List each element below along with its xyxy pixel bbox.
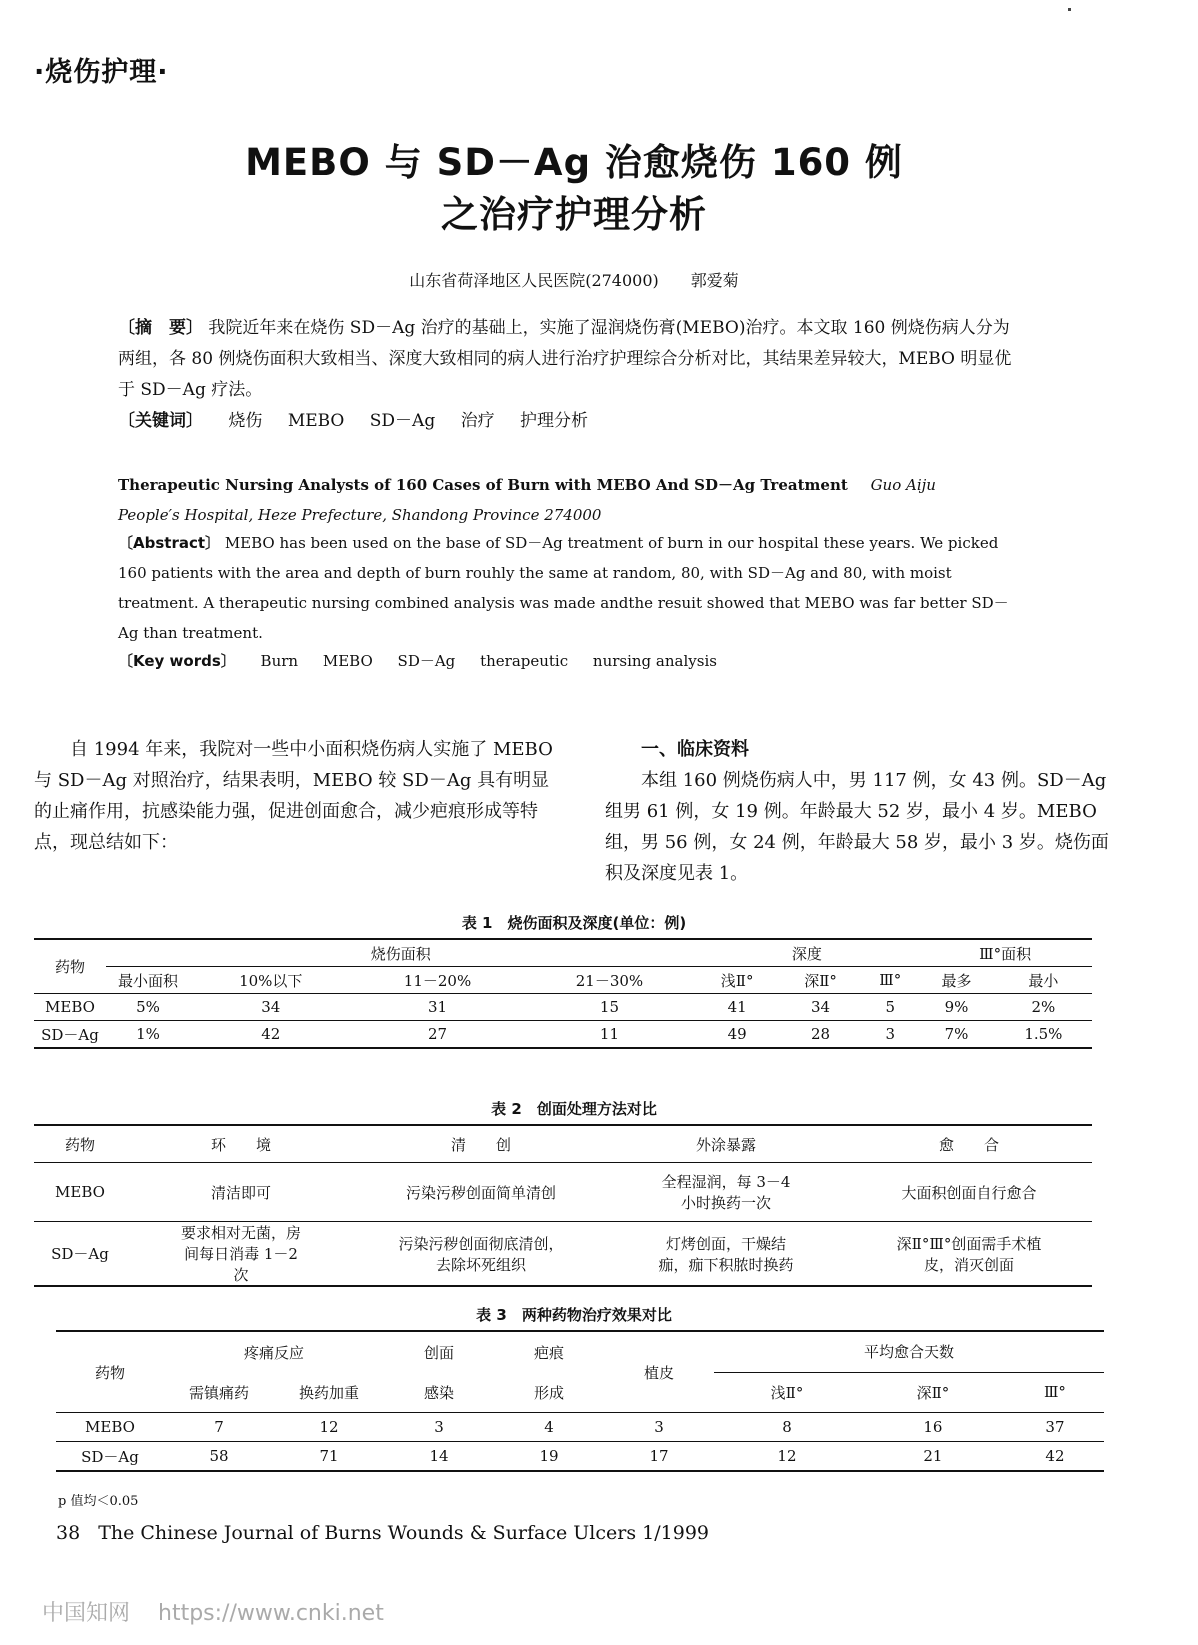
abstract-en-author: Guo Aiju: [870, 476, 936, 494]
table1-cell: 9%: [918, 994, 995, 1021]
table3-header-scar-top: 疤痕: [533, 1343, 564, 1362]
scan-mark: [1068, 8, 1071, 11]
table1-cell: 42: [261, 1025, 281, 1043]
table2-cell: 大面积创面自行愈合: [846, 1163, 1092, 1222]
table2-cell: 深Ⅱ°Ⅲ°创面需手术植皮，消灭创面: [896, 1234, 1042, 1274]
table-row: [34, 994, 1092, 1021]
table3-cell: 42: [1045, 1447, 1065, 1465]
table2-cell-drug: MEBO: [34, 1163, 126, 1222]
table2-header: 外涂暴露: [606, 1125, 846, 1163]
table2-cell: 要求相对无菌，房间每日消毒 1－2 次: [180, 1224, 301, 1284]
keyword-cn: 护理分析: [520, 411, 589, 431]
table2-cell: 全程湿润，每 3－4 小时换药一次: [606, 1163, 846, 1222]
table3-cell: 8: [714, 1413, 860, 1442]
table1-subheader: 浅Ⅱ°: [695, 967, 778, 994]
table1-group-depth: 深度: [695, 939, 918, 967]
keyword-en: SD－Ag: [397, 652, 456, 670]
table1-subheader: 最小面积: [106, 967, 190, 994]
table3-cell-drug: SD－Ag: [81, 1447, 139, 1466]
table1-group-area: 烧伤面积: [106, 939, 695, 967]
abstract-cn: [118, 313, 1020, 406]
table3-cell: 14: [429, 1447, 449, 1465]
table3-cell: 58: [209, 1447, 229, 1465]
table1-cell-drug: SD－Ag: [41, 1025, 99, 1044]
table3: [56, 1330, 1104, 1472]
section1-heading: 一、临床资料: [641, 739, 749, 760]
abstract-cn-label: 〔摘 要〕: [118, 318, 203, 338]
article-title-line1: MEBO 与 SD－Ag 治愈烧伤 160 例: [245, 141, 903, 184]
keyword-cn: SD－Ag: [369, 411, 436, 431]
journal-name: The Chinese Journal of Burns Wounds & Surface Ulcers 1/1999: [98, 1522, 709, 1544]
table1-cell: 1.5%: [1024, 1025, 1063, 1043]
section-tag: ·烧伤护理·: [34, 57, 169, 88]
table1-cell: 5: [862, 994, 918, 1021]
table1-cell: 1%: [136, 1025, 160, 1043]
table2-header: 清 创: [356, 1125, 606, 1163]
table3-cell: 4: [494, 1413, 604, 1442]
table3-group-days: 平均愈合天数: [714, 1331, 1104, 1372]
table1-cell: 31: [352, 994, 524, 1021]
watermark: [42, 1596, 412, 1627]
keyword-en: MEBO: [322, 652, 373, 670]
table1-cell: 34: [190, 994, 352, 1021]
table1-cell: 27: [427, 1025, 448, 1043]
table1-subheader: Ⅲ°: [862, 967, 918, 994]
keyword-cn: 烧伤: [228, 411, 263, 431]
table3-subheader: Ⅲ°: [1006, 1372, 1104, 1413]
body-intro: 自 1994 年来，我院对一些中小面积烧伤病人实施了 MEBO 与 SD－Ag 对照治疗，结果表明，MEBO 较 SD－Ag 具有明显的止痛作用，抗感染能力强，促进创面愈合，减少疤痕形成等特点，现总结如下：: [34, 739, 553, 853]
table3-cell: 12: [274, 1413, 384, 1442]
table1-header-drug: 药物: [54, 958, 85, 976]
table1-cell: 41: [695, 994, 778, 1021]
table3-cell: 19: [539, 1447, 559, 1465]
table1-cell: 3: [885, 1025, 896, 1043]
table1-subheader: 21－30%: [523, 967, 695, 994]
table3-cell: 17: [649, 1447, 669, 1465]
author-affiliation: 山东省荷泽地区人民医院(274000): [409, 271, 659, 290]
table3-header-infect-bottom: 感染: [384, 1372, 494, 1413]
table2-cell-drug: SD－Ag: [51, 1245, 109, 1263]
table1-group-iii: Ⅲ°面积: [918, 939, 1092, 967]
abstract-en-title-block: [118, 470, 1020, 530]
table3-cell: 3: [384, 1413, 494, 1442]
page-footer: [56, 1522, 727, 1544]
table3-subheader: 需镇痛药: [164, 1372, 274, 1413]
table2-header: 愈 合: [846, 1125, 1092, 1163]
section1-text: 本组 160 例烧伤病人中，男 117 例，女 43 例。SD－Ag 组男 61 例，女 19 例。年龄最大 52 岁，最小 4 岁。MEBO 组，男 56 例，女 24 例，年龄最大 58 岁，最小 3 岁。烧伤面积及深度见表 1。: [605, 770, 1109, 884]
author-line: [0, 268, 1148, 291]
table3-cell: 3: [604, 1413, 714, 1442]
table1-cell: 15: [523, 994, 695, 1021]
watermark-url: https://www.cnki.net: [158, 1601, 384, 1626]
keywords-cn: [118, 406, 1020, 437]
table2-cell: 污染污秽创面简单清创: [356, 1163, 606, 1222]
table-row: [56, 1442, 1104, 1472]
abstract-en: [118, 528, 1020, 648]
table3-cell: 12: [777, 1447, 797, 1465]
table1-subheader: 最小: [995, 967, 1092, 994]
table1: [34, 938, 1092, 1049]
abstract-en-text: MEBO has been used on the base of SD－Ag treatment of burn in our hospital these years. We picked 160 patients with the area and depth of burn rouhly the same at random, 80, with SD－Ag and 80, with moist treatment. A therapeutic nursing combined analysis was made andthe resuit showed that MEBO was far better SD－Ag than treatment.: [118, 534, 1009, 642]
table1-caption: 表 1 烧伤面积及深度(单位：例): [461, 914, 687, 932]
table3-cell: 7: [164, 1413, 274, 1442]
table1-cell: 5%: [106, 994, 190, 1021]
table2-header: 药物: [34, 1125, 126, 1163]
abstract-en-title: Therapeutic Nursing Analysts of 160 Cases of Burn with MEBO And SD－Ag Treatment: [118, 476, 848, 494]
table-row: [34, 1222, 1092, 1287]
table1-subheader: 11－20%: [352, 967, 524, 994]
table1-subheader: 10%以下: [190, 967, 352, 994]
table3-cell: 21: [923, 1447, 943, 1465]
keywords-en-label: 〔Key words〕: [118, 652, 236, 670]
table1-subheader: 深Ⅱ°: [779, 967, 862, 994]
keyword-en: therapeutic: [480, 652, 569, 670]
table3-header-infect-top: 创面: [423, 1343, 454, 1362]
table-row: [34, 1163, 1092, 1222]
abstract-en-label: 〔Abstract〕: [118, 534, 221, 552]
table3-header-scar-bottom: 形成: [494, 1372, 604, 1413]
table3-header-graft: 植皮: [604, 1331, 714, 1413]
table2-header: 环 境: [126, 1125, 356, 1163]
table1-cell: 34: [779, 994, 862, 1021]
table2: [34, 1124, 1092, 1287]
keyword-en: nursing analysis: [592, 652, 717, 670]
abstract-cn-text: 我院近年来在烧伤 SD－Ag 治疗的基础上，实施了湿润烧伤膏(MEBO)治疗。本文取 160 例烧伤病人分为两组，各 80 例烧伤面积大致相当、深度大致相同的病人进行治疗护理综合分析对比，其结果差异较大，MEBO 明显优于 SD－Ag 疗法。: [118, 318, 1012, 400]
keyword-cn: MEBO: [287, 411, 345, 431]
page-number: 38: [56, 1522, 81, 1544]
table-row: [56, 1413, 1104, 1442]
table3-cell: 16: [860, 1413, 1006, 1442]
table1-cell-drug: MEBO: [34, 994, 106, 1021]
keywords-cn-label: 〔关键词〕: [118, 411, 203, 431]
table3-note: p 值均＜0.05: [58, 1494, 139, 1509]
keyword-cn: 治疗: [460, 411, 495, 431]
author-name: 郭爱菊: [690, 271, 739, 290]
table1-cell: 28: [810, 1025, 831, 1043]
table1-subheader: 最多: [918, 967, 995, 994]
table3-header-drug: 药物: [56, 1331, 164, 1413]
table3-subheader: 深Ⅱ°: [860, 1372, 1006, 1413]
table3-cell: 37: [1006, 1413, 1104, 1442]
table2-cell: 清洁即可: [126, 1163, 356, 1222]
table2-cell: 灯烤创面，干燥结痂，痂下积脓时换药: [658, 1234, 794, 1274]
table1-cell: 49: [727, 1025, 747, 1043]
table3-cell-drug: MEBO: [56, 1413, 164, 1442]
table-row: [34, 1021, 1092, 1049]
watermark-logo: 中国知网: [42, 1601, 131, 1626]
table3-cell: 71: [319, 1447, 339, 1465]
table3-subheader: 换药加重: [274, 1372, 384, 1413]
keyword-en: Burn: [260, 652, 299, 670]
table2-cell: 污染污秽创面彻底清创，去除坏死组织: [398, 1234, 564, 1274]
table3-group-pain: 疼痛反应: [243, 1343, 304, 1362]
table2-caption: 表 2 创面处理方法对比: [491, 1100, 657, 1118]
table1-cell: 11: [599, 1025, 620, 1043]
table3-subheader: 浅Ⅱ°: [714, 1372, 860, 1413]
table1-cell: 2%: [995, 994, 1092, 1021]
table3-caption: 表 3 两种药物治疗效果对比: [476, 1306, 672, 1324]
abstract-en-affiliation: People′s Hospital, Heze Prefecture, Shandong Province 274000: [118, 506, 602, 524]
keywords-en: [118, 646, 1020, 676]
body-section1: [605, 734, 1120, 889]
article-title-line2: 之治疗护理分析: [441, 193, 707, 236]
table1-cell: 7%: [944, 1025, 969, 1043]
